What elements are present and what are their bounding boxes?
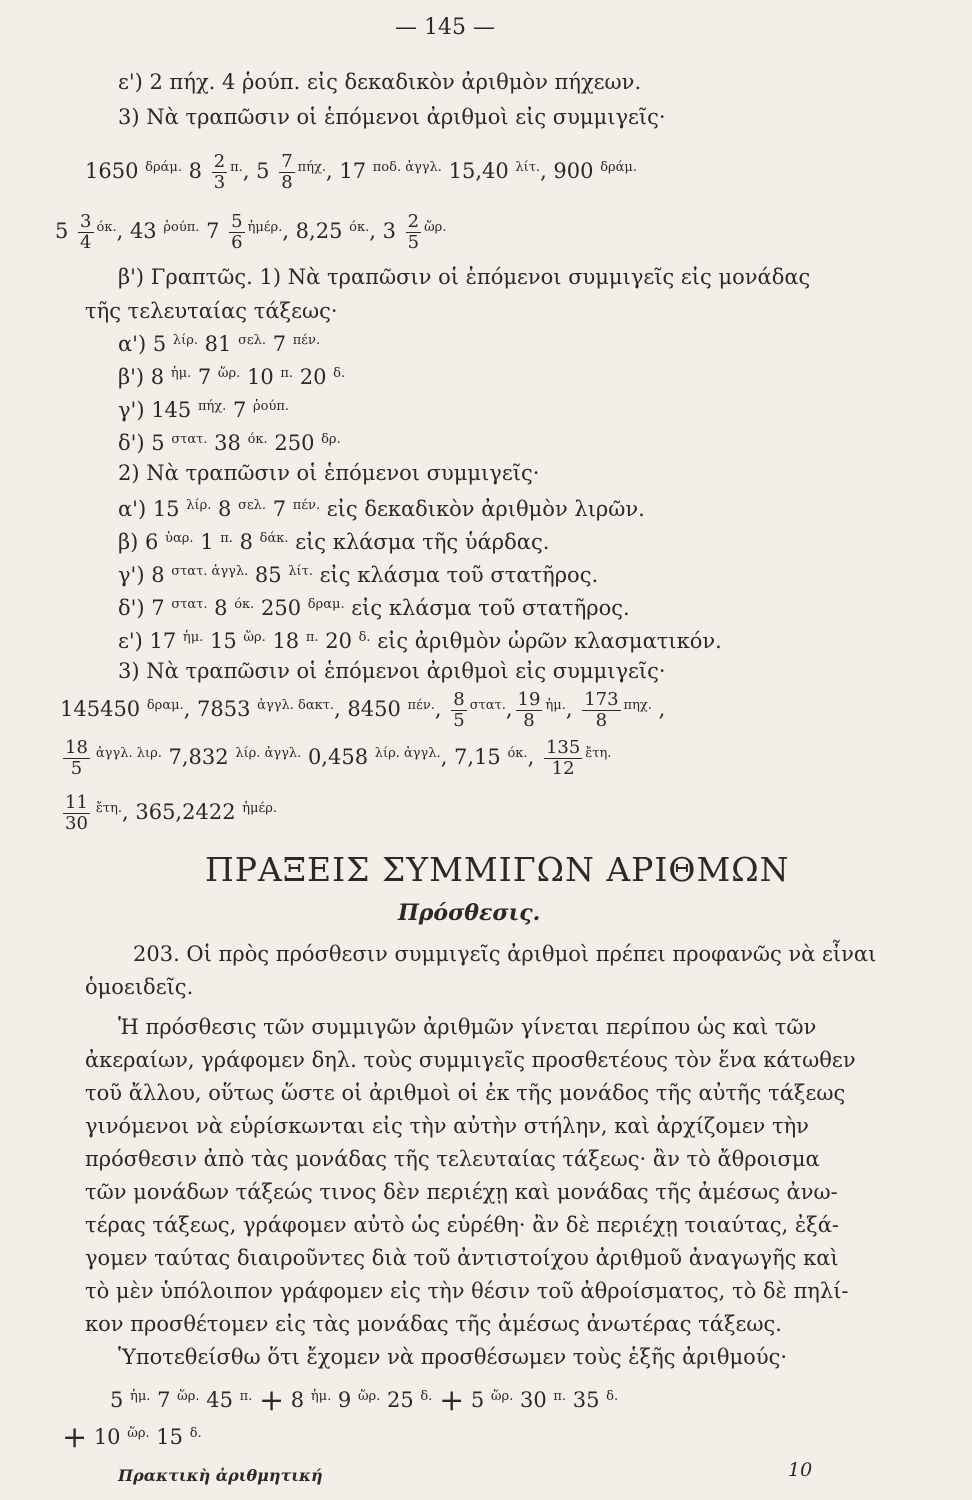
number: 8 — [181, 159, 209, 183]
exercise-line — [85, 152, 637, 193]
number: , 5 — [242, 159, 277, 183]
unit: ὥρ. — [424, 220, 447, 235]
exercise-line: 3) Νὰ τραπῶσιν οἱ ἑπόμενοι ἀριθμοὶ εἰς συμμιγεῖς· — [118, 659, 666, 683]
fraction: $\frac{18}{5}$ — [65, 737, 88, 779]
body-text-line: ἀκεραίων, γράφομεν δηλ. τοὺς συμμιγεῖς προσθετέους τὸν ἕνα κάτωθεν — [85, 1048, 856, 1072]
body-text-line: Ἡ πρόσθεσις τῶν συμμιγῶν ἀριθμῶν γίνεται περίπου ὡς καὶ τῶν — [118, 1015, 817, 1039]
exercise-line: 2) Νὰ τραπῶσιν οἱ ἑπόμενοι συμμιγεῖς· — [118, 461, 540, 485]
example-line: 5 $^{ἡ\mu.}$ 7 $^{ὥ\rho.}$ 45 $^{\pi.}$ + 8 $^{ἡ\mu.}$ 9 $^{ὥ\rho.}$ 25 $^{\delta.}$ + 5 $^{ὥ\rho.}$ 30 $^{\pi.}$ 35 $^{\delta.}$ — [110, 1383, 619, 1418]
exercise-line: β') 8 $^{ἡ\mu.}$ 7 $^{ὥ\rho.}$ 10 $^{\pi.}$ 20 $^{\delta.}$ — [118, 365, 346, 389]
body-text-line: Ὑποτεθείσθω ὅτι ἔχομεν νὰ προσθέσωμεν τοὺς ἑξῆς ἀριθμούς· — [118, 1345, 788, 1369]
footer-book-title: Πρακτικὴ ἀριθμητική — [118, 1466, 323, 1485]
unit: πήχ. — [297, 160, 327, 175]
unit: ῥούπ. — [163, 220, 200, 235]
fraction: $\frac{8}{5}$ — [453, 689, 465, 731]
body-text-line: τοῦ ἄλλου, οὕτως ὥστε οἱ ἀριθμοὶ οἱ ἐκ τῆς μονάδος τῆς αὐτῆς τάξεως — [85, 1081, 846, 1105]
exercise-line: ε') 17 $^{ἡ\mu.}$ 15 $^{ὥ\rho.}$ 18 $^{\pi.}$ 20 $^{\delta.}$ εἰς ἀριθμὸν ὡρῶν κλασματικόν. — [118, 629, 722, 653]
fraction: $\frac{2}{5}$ — [407, 211, 420, 253]
exercise-line: δ') 7 $^{\sigma\tau\alpha\tau.}$ 8 $^{ό\kappa.}$ 250 $^{\delta\rho\alpha\mu.}$ εἰς κλάσμα τοῦ στατῆρος. — [118, 596, 630, 620]
plus-sign: + — [62, 1420, 88, 1455]
number: , 900 — [540, 159, 601, 183]
fraction: $\frac{7}{8}$ — [281, 151, 293, 193]
unit: λίτ. — [515, 160, 541, 175]
exercise-line: τῆς τελευταίας τάξεως· — [85, 299, 338, 323]
body-text-line: κον προσθέτομεν εἰς τὰς μονάδας τῆς ἀμέσως ἀνωτέρας τάξεως. — [85, 1312, 782, 1336]
exercise-line: 3) Νὰ τραπῶσιν οἱ ἑπόμενοι ἀριθμοὶ εἰς συμμιγεῖς· — [118, 105, 666, 129]
body-text-line: γομεν ταύτας διαιροῦντες διὰ τοῦ ἀντιστοίχου ἀριθμοῦ ἀναγωγῆς καὶ — [85, 1246, 839, 1270]
body-text-line: ὁμοειδεῖς. — [85, 975, 194, 999]
exercise-line: 145450 $^{\delta\rho\alpha\mu.}$, 7853 $^{ἀ\gamma\gamma\lambda. \delta\alpha\kappa\tau.}$, 8450 $^{\pi έ\nu.}$, $\frac{8}{5}$ $^{\sigma\tau\alpha\tau.}$, $\frac{19}{8}$ $^{ἡ\mu.}$, $\frac{173}{8}$ $^{\pi\eta\chi.}$ , — [60, 689, 666, 731]
section-subtitle: Πρόσθεσις. — [398, 900, 541, 926]
fraction: $\frac{135}{12}$ — [545, 737, 581, 779]
footer-signature-number: 10 — [788, 1459, 813, 1481]
exercise-line: $\frac{18}{5}$ $^{ἀ\gamma\gamma\lambda. \lambda\iota\rho.}$ 7,832 $^{\lambda ί\rho. ἀ\gamma\gamma\lambda.}$ 0,458 $^{\lambda ί\rho. ἀ\gamma\gamma\lambda.}$, 7,15 $^{ό\kappa.}$, $\frac{135}{12}$ $^{ἔ\tau\eta.}$ — [65, 737, 612, 779]
unit: π. — [230, 160, 243, 175]
body-text-line: τέρας τάξεως, γράφομεν αὐτὸ ὡς εὑρέθη· ἂν δὲ περιέχῃ τοιαύτας, ἐξά- — [85, 1213, 840, 1237]
body-text-line: πρόσθεσιν ἀπὸ τὰς μονάδας τῆς τελευταίας τάξεως· ἂν τὸ ἄθροισμα — [85, 1147, 820, 1171]
fraction: $\frac{3}{4}$ — [80, 211, 92, 253]
fraction: $\frac{173}{8}$ — [584, 689, 619, 731]
page-number: — 145 — — [395, 15, 495, 40]
plus-sign: + — [439, 1383, 465, 1418]
exercise-line: β) 6 $^{ὑ\alpha\rho.}$ 1 $^{\pi.}$ 8 $^{\delta ά\kappa.}$ εἰς κλάσμα τῆς ὑάρδας. — [118, 530, 550, 554]
exercise-line: γ') 8 $^{\sigma\tau\alpha\tau. ἀ\gamma\gamma\lambda.}$ 85 $^{\lambda ί\tau.}$ εἰς κλάσμα τοῦ στατῆρος. — [118, 563, 599, 587]
body-text-line: γινόμενοι νὰ εὑρίσκωνται εἰς τὴν αὐτὴν στήλην, καὶ ἀρχίζομεν τὴν — [85, 1114, 809, 1138]
fraction: $\frac{19}{8}$ — [517, 689, 541, 731]
fraction: $\frac{5}{6}$ — [231, 211, 243, 253]
unit: δράμ. — [600, 160, 638, 175]
exercise-line: α') 15 $^{\lambda ί\rho.}$ 8 $^{\sigma\varepsilon\lambda.}$ 7 $^{\pi έ\nu.}$ εἰς δεκαδικὸν ἀριθμὸν λιρῶν. — [118, 497, 645, 521]
exercise-line: 5 $\frac{3}{4}$ $^{ό\kappa.}$, 43 $^{ῥoύ\pi.}$ 7 $\frac{5}{6}$ $^{ἡ\mu έ\rho.}$, 8,25 $^{ό\kappa.}$, 3 $\frac{2}{5}$ $^{ὥ\rho.}$ — [55, 211, 447, 253]
fraction: $\frac{2}{3}$ — [213, 151, 226, 193]
unit: ποδ. ἀγγλ. — [372, 160, 442, 175]
body-text-line: τὸ μὲν ὑπόλοιπον γράφομεν εἰς τὴν θέσιν τοῦ ἀθροίσματος, τὸ δὲ πηλί- — [85, 1279, 849, 1303]
number: 1650 — [85, 159, 146, 183]
body-text-line: τῶν μονάδων τάξεώς τινος δὲν περιέχῃ καὶ μονάδας τῆς ἀμέσως ἀνω- — [85, 1180, 838, 1204]
example-line: + 10 $^{ὥ\rho.}$ 15 $^{\delta.}$ — [62, 1420, 202, 1455]
number: , 17 — [326, 159, 373, 183]
exercise-line: γ') 145 $^{\pi ή\chi.}$ 7 $^{ῥoύ\pi.}$ — [118, 398, 290, 422]
exercise-line: δ') 5 $^{\sigma\tau\alpha\tau.}$ 38 $^{ό\kappa.}$ 250 $^{\delta\rho.}$ — [118, 431, 341, 455]
unit: ἡμέρ. — [247, 220, 283, 235]
number: 15,40 — [441, 159, 516, 183]
plus-sign: + — [258, 1383, 285, 1418]
fraction: $\frac{11}{30}$ — [65, 792, 88, 834]
exercise-line: β') Γραπτῶς. 1) Νὰ τραπῶσιν οἱ ἑπόμενοι συμμιγεῖς εἰς μονάδας — [118, 265, 811, 289]
unit: δράμ. — [145, 160, 182, 175]
body-text-line: 203. Οἱ πρὸς πρόσθεσιν συμμιγεῖς ἀριθμοὶ πρέπει προφανῶς νὰ εἶναι — [133, 942, 877, 966]
exercise-line: α') 5 $^{\lambda ί\rho.}$ 81 $^{\sigma\varepsilon\lambda.}$ 7 $^{\pi έ\nu.}$ — [118, 332, 321, 356]
unit: όκ. — [349, 220, 370, 235]
section-title: ΠΡΑΞΕΙΣ ΣΥΜΜΙΓΩΝ ΑΡΙΘΜΩΝ — [205, 850, 790, 889]
exercise-line: ε') 2 πήχ. 4 ῥούπ. εἰς δεκαδικὸν ἀριθμὸν πήχεων. — [118, 70, 642, 94]
exercise-line: $\frac{11}{30}$ $^{ἔ\tau\eta.}$, 365,2422 $^{ἡ\mu έ\rho.}$ — [65, 792, 277, 834]
unit: όκ. — [96, 220, 117, 235]
